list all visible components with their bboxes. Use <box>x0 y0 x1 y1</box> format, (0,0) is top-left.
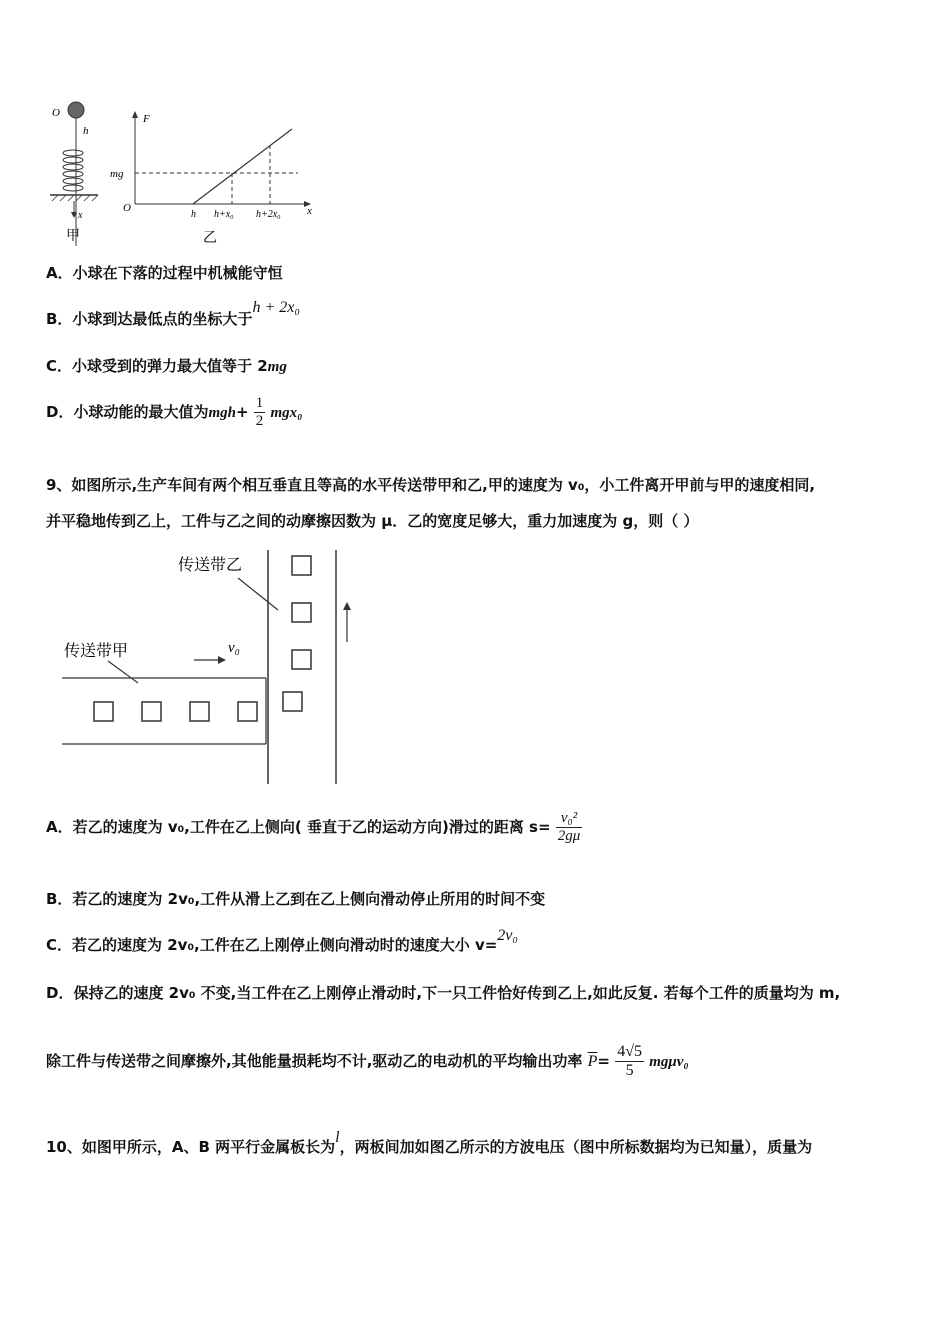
origin-label: O <box>52 107 60 119</box>
q8-option-c-mg: mg <box>267 359 287 375</box>
force-line <box>193 129 292 204</box>
fraction-numerator: 4√5 <box>617 1043 643 1060</box>
h-label: h <box>83 125 89 137</box>
origin-label: O <box>123 202 131 214</box>
x-label: x <box>78 210 83 221</box>
q9-option-d-text: 除工件与传送带之间摩擦外,其他能量损耗均不计,驱动乙的电动机的平均输出功率 <box>46 1052 583 1070</box>
q8-option-d-tail: mgx₀ <box>270 405 303 421</box>
q8-option-b-text: B．小球到达最低点的坐标大于 <box>46 310 253 328</box>
caption-yi: 乙 <box>203 231 217 246</box>
tick-h-2x0: h+2x₀ <box>256 209 281 220</box>
q10-length-symbol: l <box>335 1129 340 1146</box>
q8-option-b <box>46 299 300 329</box>
force-displacement-graph <box>110 111 312 246</box>
q10-text-prefix: 10、如图甲所示，A、B 两平行金属板长为 <box>46 1138 336 1156</box>
q8-option-d-plus: + <box>235 403 249 421</box>
q8-option-d-text: D．小球动能的最大值为 <box>46 403 209 421</box>
q8-option-c-text: C．小球受到的弹力最大值等于 2 <box>46 357 268 375</box>
v0-label: v₀ <box>228 640 240 656</box>
tick-h-x0: h+x₀ <box>214 209 234 220</box>
power-symbol: $\overline{P}$ <box>587 1053 598 1070</box>
q9-stem-line1: 9、如图所示,生产车间有两个相互垂直且等高的水平传送带甲和乙,甲的速度为 v₀，小工件离开甲前与甲的速度相同, <box>46 476 816 494</box>
spring-diagram <box>50 102 98 246</box>
equals-sign: = <box>597 1052 610 1070</box>
fraction-denominator: 2 <box>255 413 264 429</box>
q8-option-a: A．小球在下落的过程中机械能守恒 <box>46 264 283 282</box>
q9-option-a-text: A．若乙的速度为 v₀,工件在乙上侧向( 垂直于乙的运动方向)滑过的距离 s= <box>46 818 551 836</box>
q9-option-a-fraction <box>556 810 583 845</box>
caption-jia: 甲 <box>66 229 80 244</box>
q9-option-b: B．若乙的速度为 2v₀,工件从滑上乙到在乙上侧向滑动停止所用的时间不变 <box>46 890 546 908</box>
q10-text-suffix: ，两板间加如图乙所示的方波电压（图中所标数据均为已知量），质量为 <box>339 1138 813 1156</box>
q8-option-c <box>46 355 287 376</box>
fraction-denominator: 2gμ <box>557 828 581 844</box>
fraction-numerator: 1 <box>255 395 264 411</box>
spring-force-figure <box>40 98 340 246</box>
q9-option-c-expr: 2v₀ <box>497 927 518 944</box>
fraction-numerator: v₀² <box>560 810 578 826</box>
q8-option-d-fraction <box>254 395 266 430</box>
label-conveyor-jia: 传送带甲 <box>64 643 129 660</box>
q9-option-d-line1: D．保持乙的速度 2v₀ 不变,当工件在乙上刚停止滑动时,下一只工件恰好传到乙上,如此反复. 若每个工件的质量均为 m, <box>46 984 841 1002</box>
q9-option-d-fraction <box>615 1043 644 1080</box>
q9-stem-line2: 并平稳地传到乙上，工件与乙之间的动摩擦因数为 μ．乙的宽度足够大，重力加速度为 g，则（ ） <box>46 512 699 530</box>
q8-option-d-mgh: mgh <box>208 405 236 421</box>
q9-option-d-line2 <box>46 1043 689 1080</box>
q9-option-c <box>46 927 518 955</box>
q8-option-b-expr: h + 2x₀ <box>252 299 300 316</box>
label-conveyor-yi: 传送带乙 <box>178 557 243 574</box>
fraction-denominator: 5 <box>615 1061 644 1080</box>
q9-option-c-text: C．若乙的速度为 2v₀,工件在乙上刚停止侧向滑动时的速度大小 v= <box>46 936 498 954</box>
ball <box>68 102 84 118</box>
f-axis-label: F <box>143 113 150 125</box>
tick-h: h <box>191 209 196 220</box>
q8-option-d <box>46 395 302 430</box>
conveyor-figure <box>58 546 358 786</box>
q9-option-d-tail: mgμv₀ <box>649 1054 689 1070</box>
q9-option-a <box>46 810 582 845</box>
mg-label: mg <box>110 168 124 180</box>
q10-stem <box>46 1129 813 1157</box>
x-axis-label: x <box>307 205 312 217</box>
